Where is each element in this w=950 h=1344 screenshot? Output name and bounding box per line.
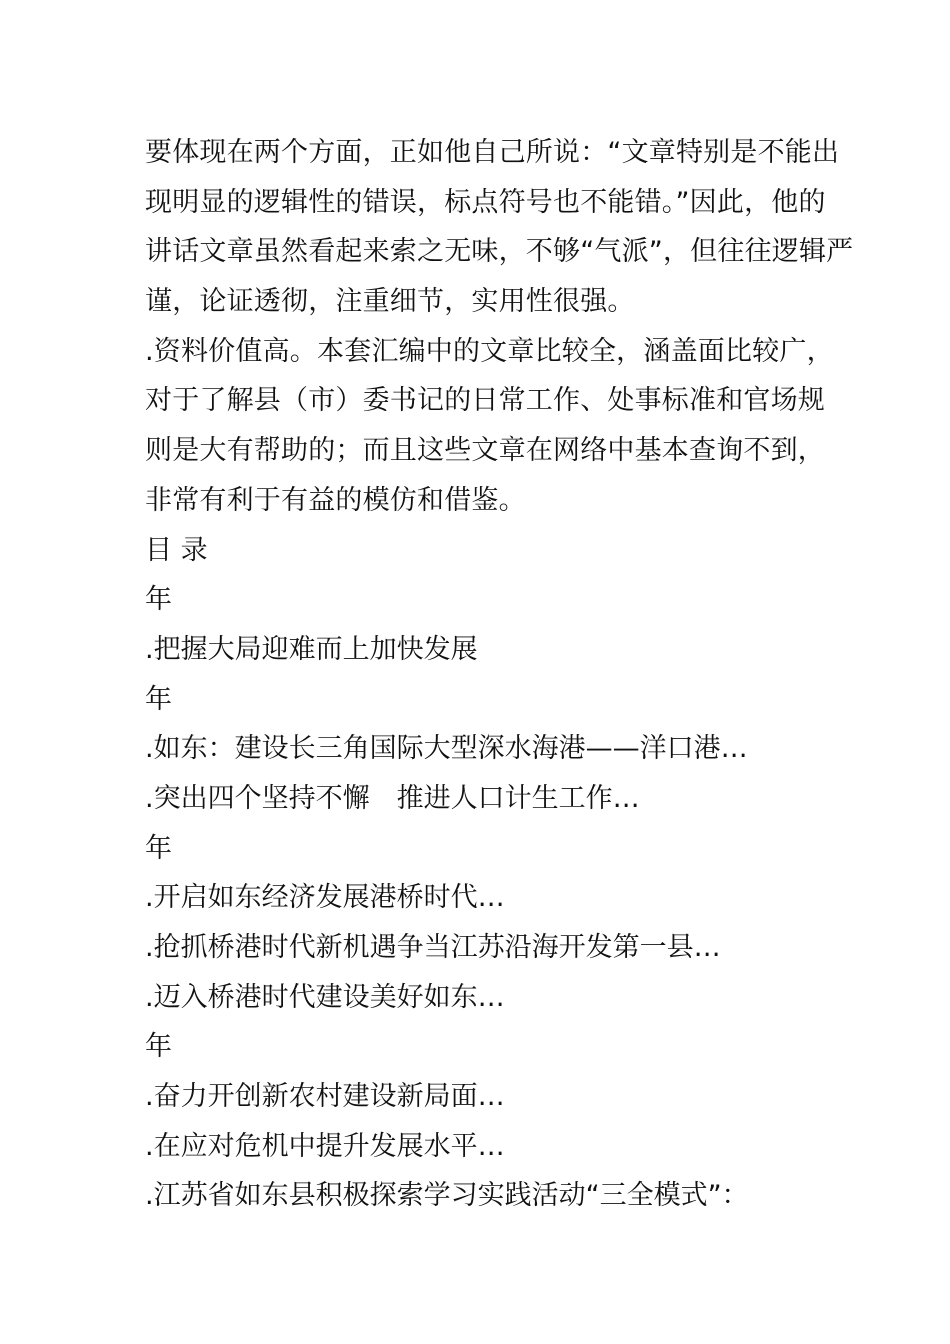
toc-item: .在应对危机中提升发展水平…: [145, 1130, 505, 1162]
intro-line: 对于了解县（市）委书记的日常工作、处事标准和官场规: [145, 385, 825, 417]
intro-line: 讲话文章虽然看起来索之无味，不够“气派”，但往往逻辑严: [145, 236, 854, 268]
toc-year-heading: 年: [145, 832, 172, 864]
document-body: [145, 128, 854, 1221]
toc-item: .奋力开创新农村建设新局面…: [145, 1081, 505, 1113]
intro-line: 现明显的逻辑性的错误，标点符号也不能错。”因此，他的: [145, 186, 826, 218]
intro-line: 非常有利于有益的模仿和借鉴。: [145, 484, 526, 516]
intro-line: 要体现在两个方面，正如他自己所说：“文章特别是不能出: [145, 137, 840, 168]
toc-year-heading: 年: [145, 683, 172, 715]
toc-year-heading: 年: [145, 1031, 172, 1063]
toc-item: .江苏省如东县积极探索学习实践活动“三全模式”：: [145, 1180, 749, 1212]
toc-year-heading: 年: [145, 584, 172, 616]
toc-item: .如东：建设长三角国际大型深水海港——洋口港…: [145, 733, 748, 765]
intro-line: 则是大有帮助的；而且这些文章在网络中基本查询不到，: [145, 435, 825, 467]
toc-item: .迈入桥港时代建设美好如东…: [145, 981, 505, 1013]
toc-title: 目 录: [145, 534, 208, 566]
intro-line: 谨，论证透彻，注重细节，实用性很强。: [145, 286, 635, 318]
intro-line: .资料价值高。本套汇编中的文章比较全，涵盖面比较广，: [145, 335, 834, 367]
toc-item: .开启如东经济发展港桥时代…: [145, 882, 505, 914]
toc-item: .突出四个坚持不懈 推进人口计生工作…: [145, 782, 640, 814]
toc-item: .把握大局迎难而上加快发展: [145, 633, 478, 665]
toc-item: .抢抓桥港时代新机遇争当江苏沿海开发第一县…: [145, 932, 721, 963]
